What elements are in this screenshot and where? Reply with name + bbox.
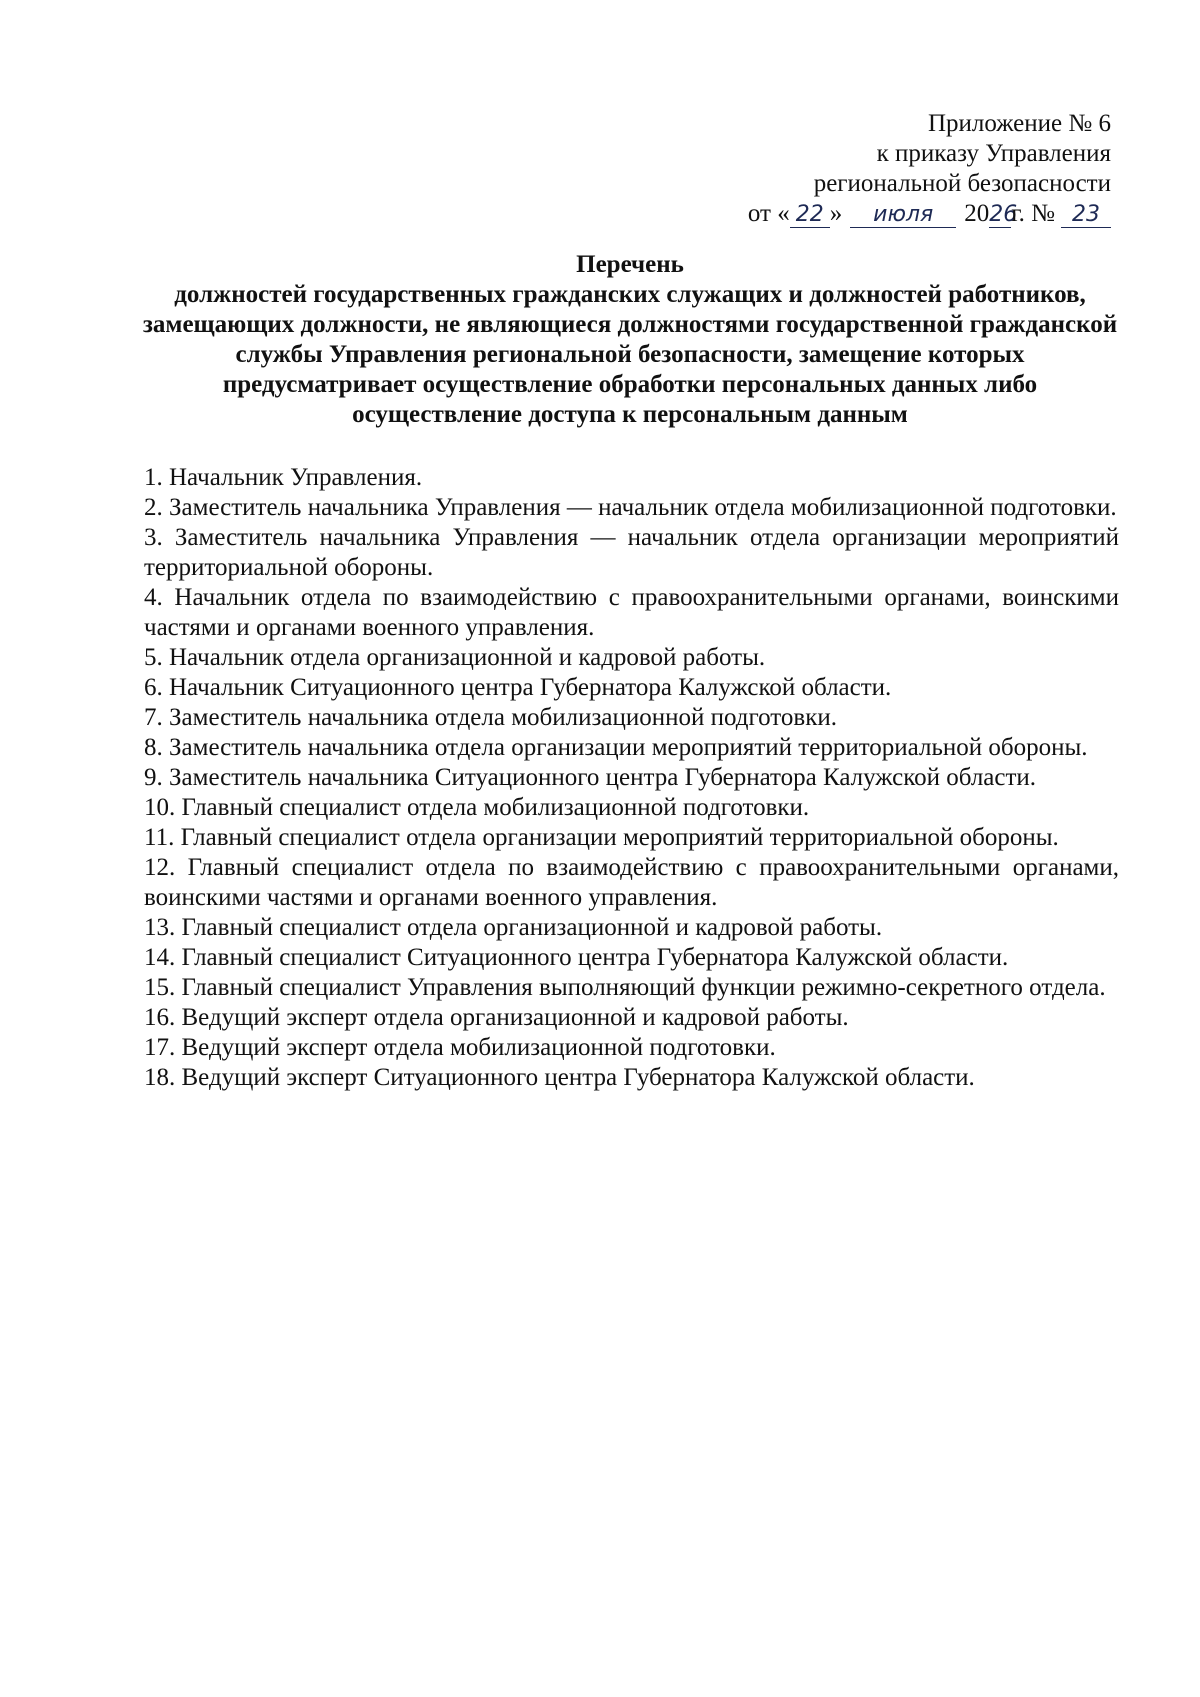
list-item: 2. Заместитель начальника Управления — начальник отдела мобилизационной подготовки. <box>144 494 1117 521</box>
list-item: 15. Главный специалист Управления выполняющий функции режимно-секретного отдела. <box>144 974 1106 1001</box>
order-number-label: г. № <box>1011 200 1055 227</box>
handwritten-day: 22 <box>790 203 830 228</box>
order-date-line <box>748 199 1111 229</box>
document-title <box>140 250 1120 430</box>
list-item: 8. Заместитель начальника отдела организации мероприятий территориальной обороны. <box>144 734 1088 761</box>
positions-list <box>144 463 1119 1093</box>
handwritten-month: июля <box>850 203 956 228</box>
appendix-order-ref: к приказу Управления <box>876 140 1111 167</box>
list-item: 13. Главный специалист отдела организационной и кадровой работы. <box>144 914 883 941</box>
list-item: 6. Начальник Ситуационного центра Губернатора Калужской области. <box>144 674 892 701</box>
appendix-header <box>748 109 1111 229</box>
handwritten-year: 26 <box>989 202 1018 227</box>
list-item: 18. Ведущий эксперт Ситуационного центра Губернатора Калужской области. <box>144 1064 975 1091</box>
list-item: 11. Главный специалист отдела организации мероприятий территориальной обороны. <box>144 824 1059 851</box>
appendix-number: Приложение № 6 <box>927 110 1111 137</box>
date-year-prefix: 20 <box>964 200 990 227</box>
handwritten-order-number: 23 <box>1061 203 1111 228</box>
list-item: 14. Главный специалист Ситуационного центра Губернатора Калужской области. <box>144 944 1009 971</box>
list-item: 12. Главный специалист отдела по взаимодействию с правоохранительными органами, воинскими частями и органами военного управления. <box>144 854 1119 911</box>
appendix-agency: региональной безопасности <box>813 170 1111 197</box>
date-mid: » <box>829 200 843 227</box>
list-item: 5. Начальник отдела организационной и кадровой работы. <box>144 644 766 671</box>
list-item: 9. Заместитель начальника Ситуационного центра Губернатора Калужской области. <box>144 764 1037 791</box>
date-prefix: от « <box>747 200 790 227</box>
list-item: 10. Главный специалист отдела мобилизационной подготовки. <box>144 794 810 821</box>
list-item: 3. Заместитель начальника Управления — начальник отдела организации мероприятий территориальной обороны. <box>144 524 1119 581</box>
list-item: 1. Начальник Управления. <box>144 464 423 491</box>
title-heading: Перечень <box>576 251 684 278</box>
list-item: 4. Начальник отдела по взаимодействию с правоохранительными органами, воинскими частями и органами военного управления. <box>144 584 1119 641</box>
title-body: должностей государственных гражданских служащих и должностей работников, замещающих должности, не являющиеся должностями государственной гражданской службы Управления региональной безопасности, замещение которых предусматривает осуществление обработки персональных данных либо осуществление доступа к персональным данным <box>142 281 1118 428</box>
list-item: 17. Ведущий эксперт отдела мобилизационной подготовки. <box>144 1034 776 1061</box>
list-item: 7. Заместитель начальника отдела мобилизационной подготовки. <box>144 704 837 731</box>
list-item: 16. Ведущий эксперт отдела организационной и кадровой работы. <box>144 1004 849 1031</box>
